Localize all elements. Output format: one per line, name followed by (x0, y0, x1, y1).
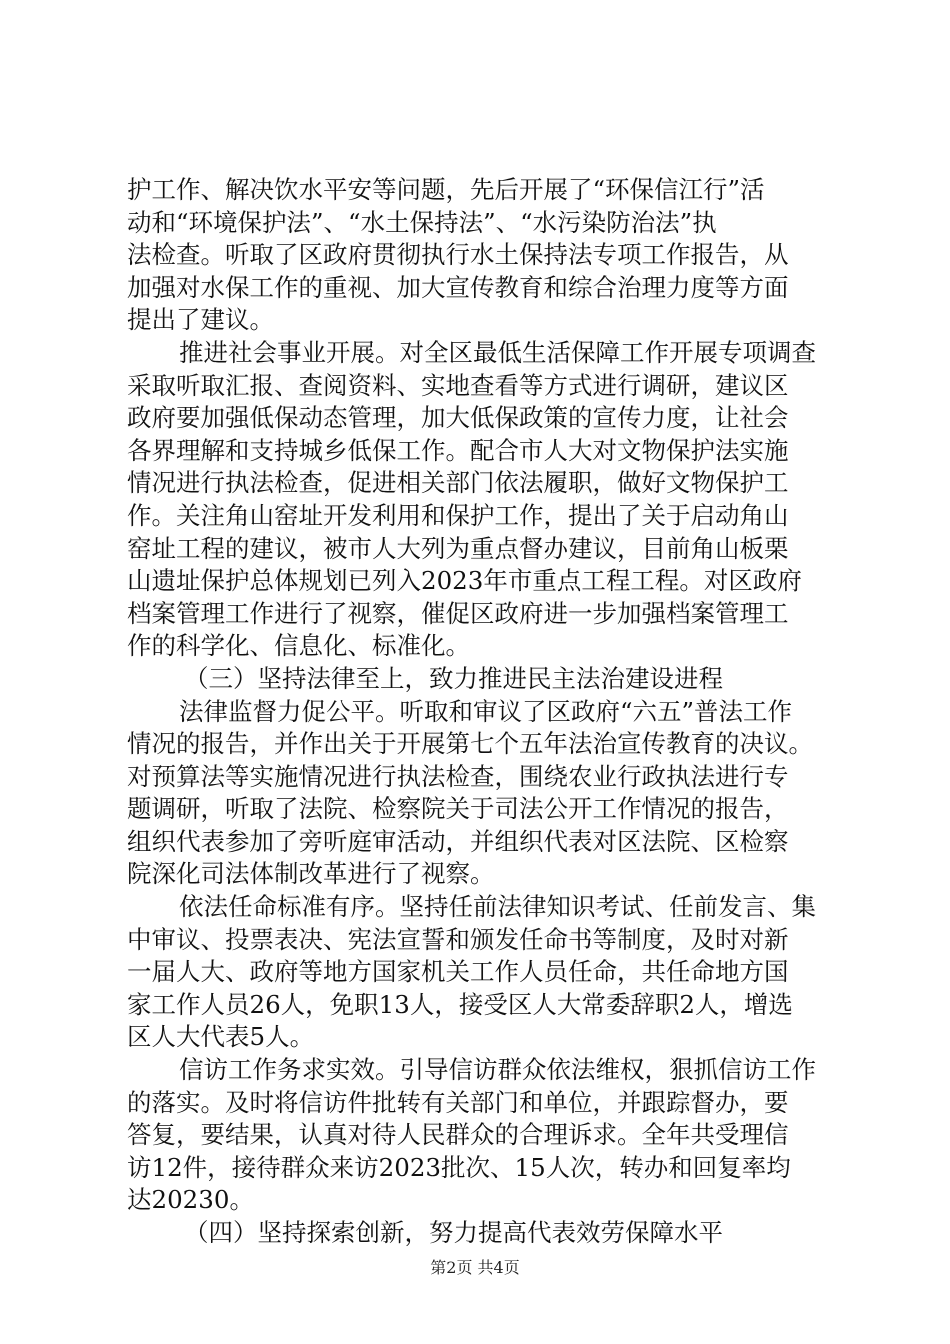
text-line: 情况进行执法检查，促进相关部门依法履职，做好文物保护工 (127, 468, 789, 498)
text-line: 加强对水保工作的重视、加大宣传教育和综合治理力度等方面 (127, 272, 789, 302)
text-line: 各界理解和支持城乡低保工作。配合市人大对文物保护法实施 (127, 435, 789, 465)
text-line: 护工作、解决饮水平安等问题，先后开展了“环保信江行”活 (127, 175, 765, 204)
text-line: 一届人大、政府等地方国家机关工作人员任命，共任命地方国 (127, 957, 789, 987)
section-heading: （三）坚持法律至上，致力推进民主法治建设进程 (184, 663, 723, 693)
text-line: 情况的报告，并作出关于开展第七个五年法治宣传教育的决议。 (127, 729, 813, 759)
text-line: 动和“环境保护法”、“水土保持法”、“水污染防治法”执 (127, 207, 717, 237)
paragraph-start-line: 依法任命标准有序。坚持任前法律知识考试、任前发言、集 (179, 892, 816, 922)
paragraph-start-line: 信访工作务求实效。引导信访群众依法维权，狠抓信访工作 (179, 1055, 816, 1085)
paragraph-start-line: 推进社会事业开展。对全区最低生活保障工作开展专项调查 (179, 337, 816, 367)
text-line: 的落实。及时将信访件批转有关部门和单位，并跟踪督办，要 (127, 1087, 789, 1117)
text-line: 达20230。 (127, 1185, 254, 1215)
text-line: 院深化司法体制改革进行了视察。 (127, 859, 495, 889)
text-line: 山遗址保护总体规划已列入2023年市重点工程工程。对区政府 (127, 566, 802, 596)
text-line: 访12件，接待群众来访2023批次、15人次，转办和回复率均 (127, 1152, 791, 1182)
text-line: 组织代表参加了旁听庭审活动，并组织代表对区法院、区检察 (127, 826, 789, 856)
text-line: 作的科学化、信息化、标准化。 (127, 631, 470, 661)
section-heading: （四）坚持探索创新，努力提高代表效劳保障水平 (184, 1218, 723, 1247)
text-line: 答复，要结果，认真对待人民群众的合理诉求。全年共受理信 (127, 1120, 789, 1150)
text-line: 政府要加强低保动态管理，加大低保政策的宣传力度，让社会 (127, 403, 789, 433)
text-line: 中审议、投票表决、宪法宣誓和颁发任命书等制度，及时对新 (127, 924, 789, 954)
text-line: 提出了建议。 (127, 305, 274, 335)
text-line: 作。关注角山窑址开发利用和保护工作，提出了关于启动角山 (127, 500, 789, 530)
text-line: 家工作人员26人，免职13人，接受区人大常委辞职2人，增选 (127, 989, 793, 1019)
text-line: 法检查。听取了区政府贯彻执行水土保持法专项工作报告，从 (127, 240, 789, 270)
page-footer: 第2页 共4页 (430, 1258, 520, 1277)
text-line: 窑址工程的建议，被市人大列为重点督办建议，目前角山板栗 (127, 533, 789, 563)
text-line: 对预算法等实施情况进行执法检查，围绕农业行政执法进行专 (127, 761, 789, 791)
document-body (127, 174, 827, 1250)
text-line: 区人大代表5人。 (127, 1022, 315, 1052)
text-line: 题调研，听取了法院、检察院关于司法公开工作情况的报告， (127, 794, 789, 824)
text-line: 档案管理工作进行了视察，催促区政府进一步加强档案管理工 (127, 598, 789, 628)
text-line: 采取听取汇报、查阅资料、实地查看等方式进行调研，建议区 (127, 370, 789, 400)
paragraph-start-line: 法律监督力促公平。听取和审议了区政府“六五”普法工作 (179, 696, 793, 726)
